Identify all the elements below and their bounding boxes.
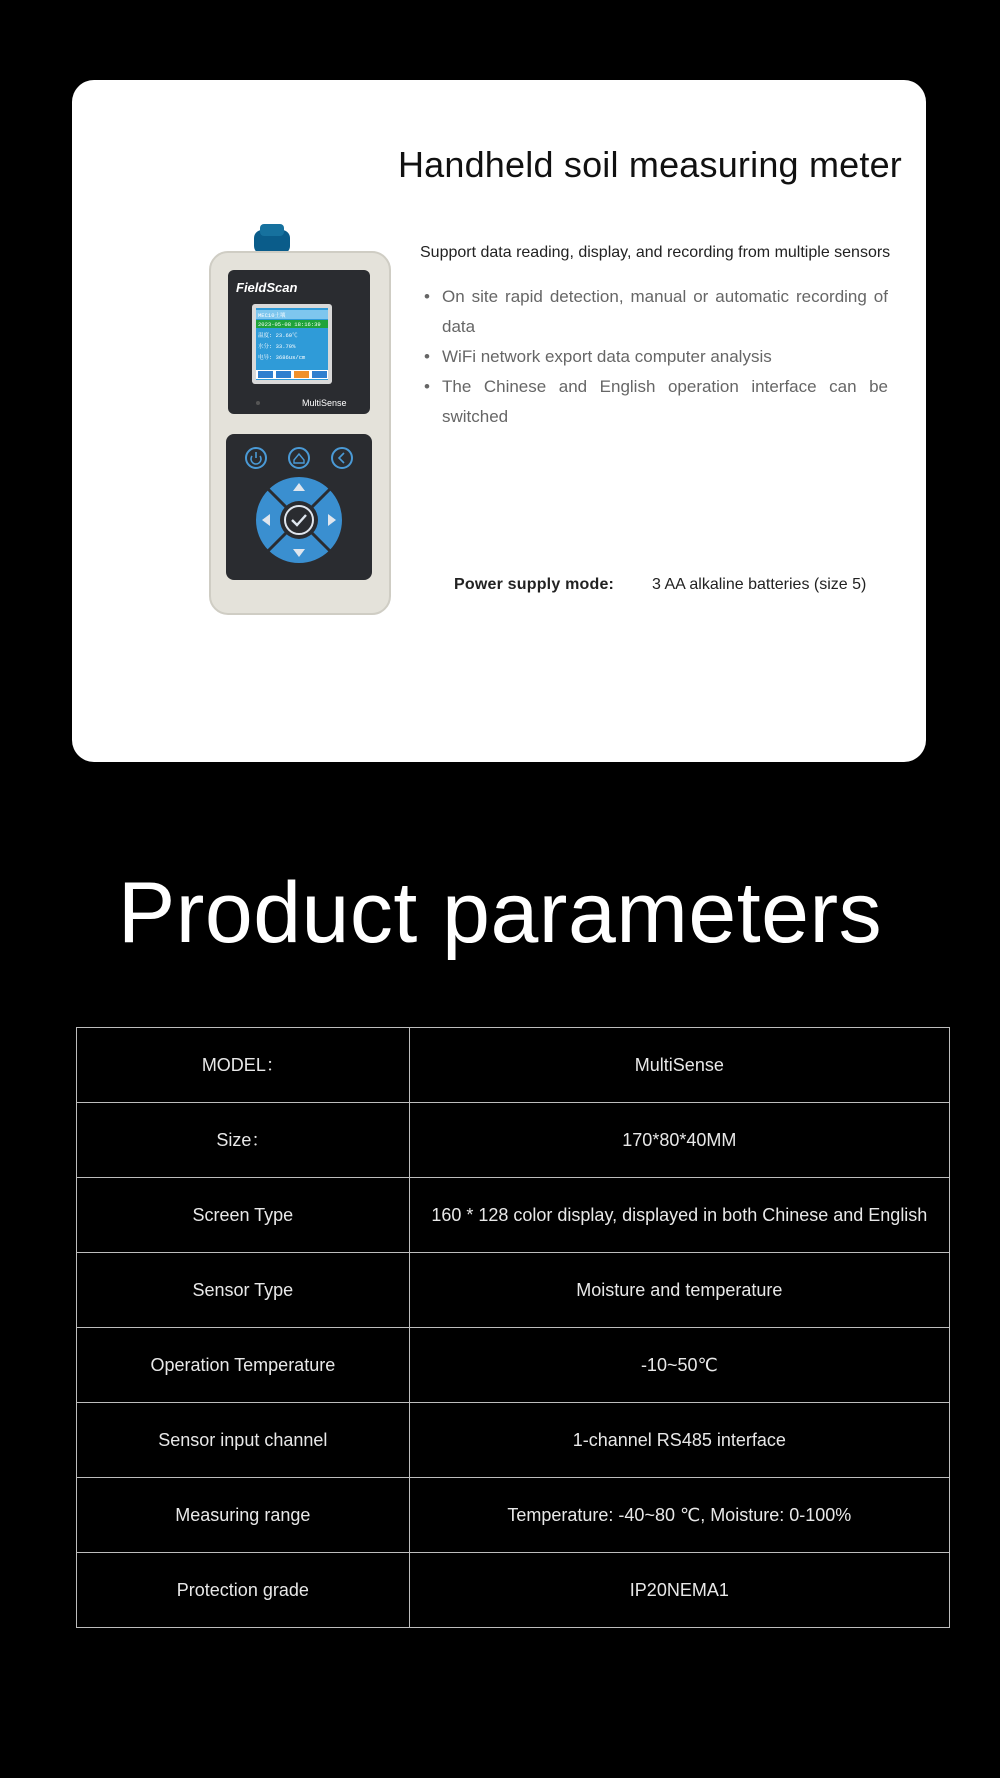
power-supply-label: Power supply mode:	[454, 576, 615, 593]
support-line: Support data reading, display, and recording from multiple sensors	[420, 244, 891, 261]
param-value: 1-channel RS485 interface	[409, 1403, 949, 1478]
param-key: Operation Temperature	[77, 1328, 410, 1403]
param-key: Measuring range	[77, 1478, 410, 1553]
screen-line-3: 温度: 23.60℃	[258, 332, 298, 339]
screen-line-2: 2023-05-08 18:16:39	[258, 321, 321, 328]
param-value: -10~50℃	[409, 1328, 949, 1403]
feature-item: • WiFi network export data computer analysis	[422, 342, 888, 372]
param-key: Size：	[77, 1103, 410, 1178]
param-value: MultiSense	[409, 1028, 949, 1103]
table-row	[77, 1253, 950, 1328]
params-title: Product parameters	[117, 865, 883, 961]
card-title: Handheld soil measuring meter	[397, 144, 902, 185]
table-row	[77, 1028, 950, 1103]
device-brand: FieldScan	[236, 280, 298, 295]
table-row	[77, 1103, 950, 1178]
param-value: 170*80*40MM	[409, 1103, 949, 1178]
product-card	[72, 80, 926, 762]
param-value: Moisture and temperature	[409, 1253, 949, 1328]
table-row	[77, 1403, 950, 1478]
screen-line-1: MEC10土壤	[258, 312, 286, 319]
screen-line-4: 水分: 33.70%	[258, 343, 296, 350]
param-key: Screen Type	[77, 1178, 410, 1253]
param-key: MODEL：	[77, 1028, 410, 1103]
feature-list	[422, 282, 888, 432]
param-key: Sensor Type	[77, 1253, 410, 1328]
param-value: 160 * 128 color display, displayed in both Chinese and English	[409, 1178, 949, 1253]
feature-item: • On site rapid detection, manual or automatic recording of data	[422, 282, 888, 342]
param-key: Sensor input channel	[77, 1403, 410, 1478]
params-table	[76, 1027, 950, 1628]
param-key: Protection grade	[77, 1553, 410, 1628]
table-row	[77, 1328, 950, 1403]
table-row	[77, 1478, 950, 1553]
screen-line-5: 电导: 3686us/cm	[258, 354, 306, 361]
param-value: Temperature: -40~80 ℃, Moisture: 0-100%	[409, 1478, 949, 1553]
feature-item: • The Chinese and English operation interface can be switched	[422, 372, 888, 432]
table-row	[77, 1553, 950, 1628]
table-row	[77, 1178, 950, 1253]
device-image	[192, 220, 392, 620]
power-supply-value: 3 AA alkaline batteries (size 5)	[652, 576, 867, 593]
param-value: IP20NEMA1	[409, 1553, 949, 1628]
device-model-label: MultiSense	[302, 398, 347, 408]
